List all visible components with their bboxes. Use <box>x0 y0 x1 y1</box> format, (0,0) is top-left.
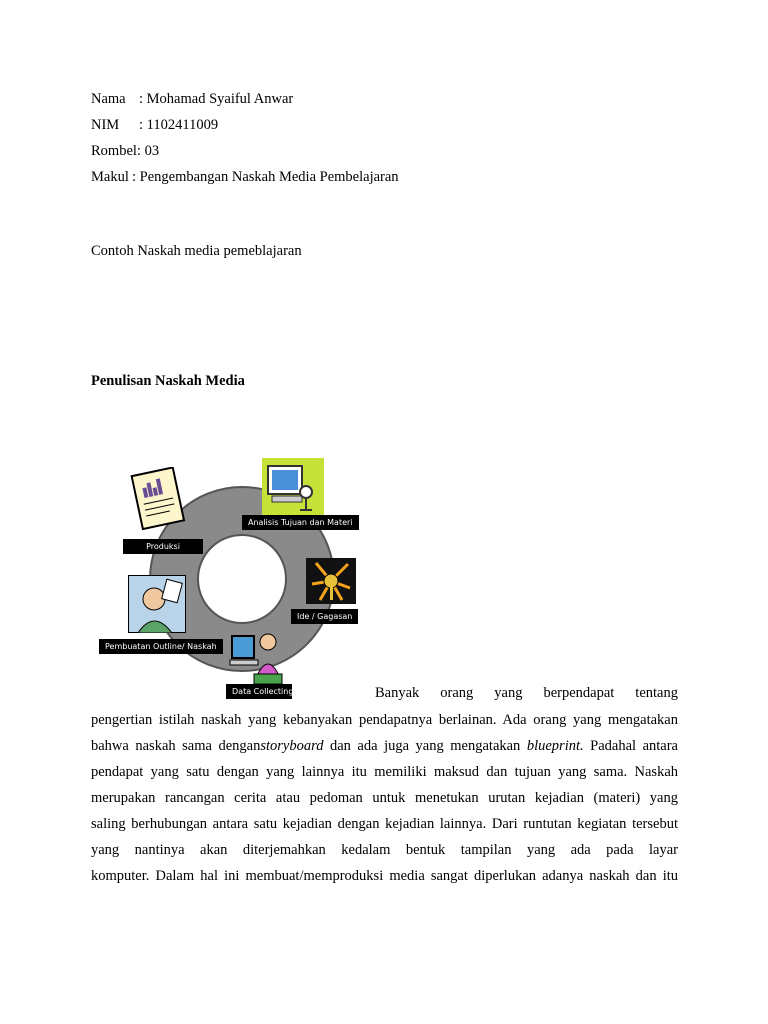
label-outline: Pembuatan Outline/ Naskah <box>99 639 223 654</box>
nama-line <box>91 90 293 108</box>
text-run: bahwa naskah sama dengan <box>91 738 261 754</box>
keys-idea-icon <box>306 558 356 604</box>
makul-label: Makul <box>91 169 129 185</box>
label-ide: Ide / Gagasan <box>291 609 358 624</box>
word: orang <box>440 685 474 701</box>
paragraph-line <box>91 733 678 759</box>
document-chart-icon <box>129 467 189 531</box>
word: Banyak <box>375 685 420 701</box>
paragraph-line: pengertian istilah naskah yang kebanyakan pendapatnya berlainan. Ada orang yang mengatakan <box>91 712 678 728</box>
makul-value: : Pengembangan Naskah Media Pembelajaran <box>132 169 399 185</box>
nim-value: : 1102411009 <box>139 117 219 133</box>
makul-line <box>91 168 399 186</box>
paragraph-line: merupakan rancangan cerita atau pedoman untuk menetukan urutan kejadian (materi) yang <box>91 790 678 806</box>
italic-term: storyboard <box>260 738 324 754</box>
nim-label: NIM <box>91 117 120 133</box>
nim-line <box>91 116 218 134</box>
text-run: Padahal antara <box>583 738 678 754</box>
label-produksi: Produksi <box>123 539 203 554</box>
label-data-collecting: Data Collecting <box>226 684 292 699</box>
rombel-line: Rombel: 03 <box>91 143 160 159</box>
person-computer-icon <box>228 628 284 686</box>
paragraph-line: komputer. Dalam hal ini membuat/memproduksi media sangat diperlukan adanya naskah dan itu <box>91 868 678 884</box>
subtitle: Contoh Naskah media pemeblajaran <box>91 243 302 259</box>
label-analisis: Analisis Tujuan dan Materi <box>242 515 359 530</box>
word: yang <box>494 685 523 701</box>
word: tentang <box>635 685 678 701</box>
paragraph-line: saling berhubungan antara satu kejadian dengan kejadian lainnya. Dari runtutan kegiatan tersebut <box>91 816 678 832</box>
text-run: dan ada juga yang mengatakan <box>323 738 527 754</box>
person-writing-icon <box>128 575 186 633</box>
nama-value: : Mohamad Syaiful Anwar <box>139 91 294 107</box>
paragraph-line: yang nantinya akan diterjemahkan kedalam bentuk tampilan yang ada pada layar <box>91 842 678 858</box>
paragraph-first-line <box>375 684 678 702</box>
nama-label: Nama <box>91 91 126 107</box>
computer-analysis-icon <box>262 458 324 516</box>
word: berpendapat <box>543 685 615 701</box>
paragraph-line: pendapat yang satu dengan yang lainnya itu memiliki maksud dan tujuan yang sama. Naskah <box>91 764 678 780</box>
process-diagram <box>95 455 365 705</box>
italic-term: blueprint. <box>526 738 584 754</box>
section-heading: Penulisan Naskah Media <box>91 373 245 389</box>
